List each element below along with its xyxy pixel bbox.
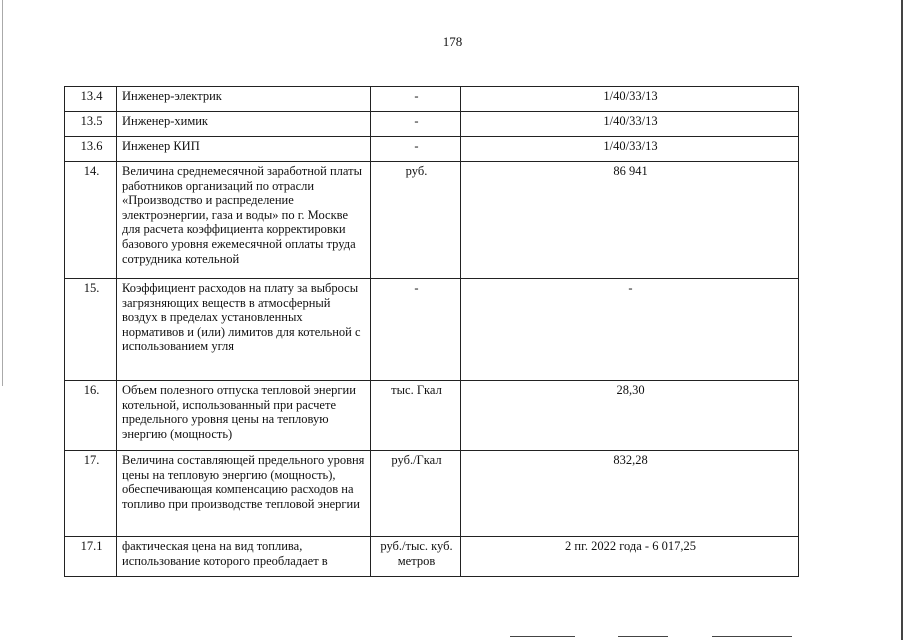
row-number: 15. <box>65 279 117 381</box>
table-row <box>65 162 799 279</box>
row-number: 13.4 <box>65 87 117 112</box>
table-row <box>65 279 799 381</box>
row-unit: руб./Гкал <box>371 451 461 537</box>
table-row <box>65 537 799 577</box>
scan-edge-right <box>901 0 903 640</box>
page-number: 178 <box>442 34 463 49</box>
row-unit: - <box>371 137 461 162</box>
row-description: Величина среднемесячной заработной платы работников организаций по отрасли «Производство и распределение электроэнергии, газа и воды» по г. Москве для расчета коэффициента корректировки базового уровня ежемесячной оплаты труда сотрудника котельной <box>117 162 371 279</box>
row-number: 17.1 <box>65 537 117 577</box>
table-row <box>65 112 799 137</box>
row-number: 13.6 <box>65 137 117 162</box>
footer-rule <box>618 636 668 637</box>
row-value: 2 пг. 2022 года - 6 017,25 <box>461 537 799 577</box>
row-value: 28,30 <box>461 381 799 451</box>
row-value: 1/40/33/13 <box>461 87 799 112</box>
row-unit: тыс. Гкал <box>371 381 461 451</box>
footer-rule <box>712 636 792 637</box>
scan-edge-left <box>2 0 3 386</box>
table-row <box>65 451 799 537</box>
row-number: 14. <box>65 162 117 279</box>
row-unit: руб./тыс. куб. метров <box>371 537 461 577</box>
table-row <box>65 137 799 162</box>
row-value: 1/40/33/13 <box>461 137 799 162</box>
row-unit: - <box>371 112 461 137</box>
footer-rule <box>510 636 575 637</box>
table-row <box>65 381 799 451</box>
row-number: 16. <box>65 381 117 451</box>
row-description: Инженер-химик <box>117 112 371 137</box>
row-description: фактическая цена на вид топлива, использование которого преобладает в <box>117 537 371 577</box>
row-description: Коэффициент расходов на плату за выбросы загрязняющих веществ в атмосферный воздух в пределах установленных нормативов и (или) лимитов для котельной с использованием угля <box>117 279 371 381</box>
row-value: 86 941 <box>461 162 799 279</box>
row-description: Объем полезного отпуска тепловой энергии котельной, использованный при расчете предельного уровня цены на тепловую энергию (мощность) <box>117 381 371 451</box>
row-number: 17. <box>65 451 117 537</box>
row-unit: руб. <box>371 162 461 279</box>
row-description: Инженер-электрик <box>117 87 371 112</box>
row-value: - <box>461 279 799 381</box>
row-number: 13.5 <box>65 112 117 137</box>
row-value: 1/40/33/13 <box>461 112 799 137</box>
row-description: Инженер КИП <box>117 137 371 162</box>
row-unit: - <box>371 279 461 381</box>
tariff-table <box>64 86 799 577</box>
row-description: Величина составляющей предельного уровня цены на тепловую энергию (мощность), обеспечивающая компенсацию расходов на топливо при производстве тепловой энергии <box>117 451 371 537</box>
row-value: 832,28 <box>461 451 799 537</box>
table-row <box>65 87 799 112</box>
row-unit: - <box>371 87 461 112</box>
